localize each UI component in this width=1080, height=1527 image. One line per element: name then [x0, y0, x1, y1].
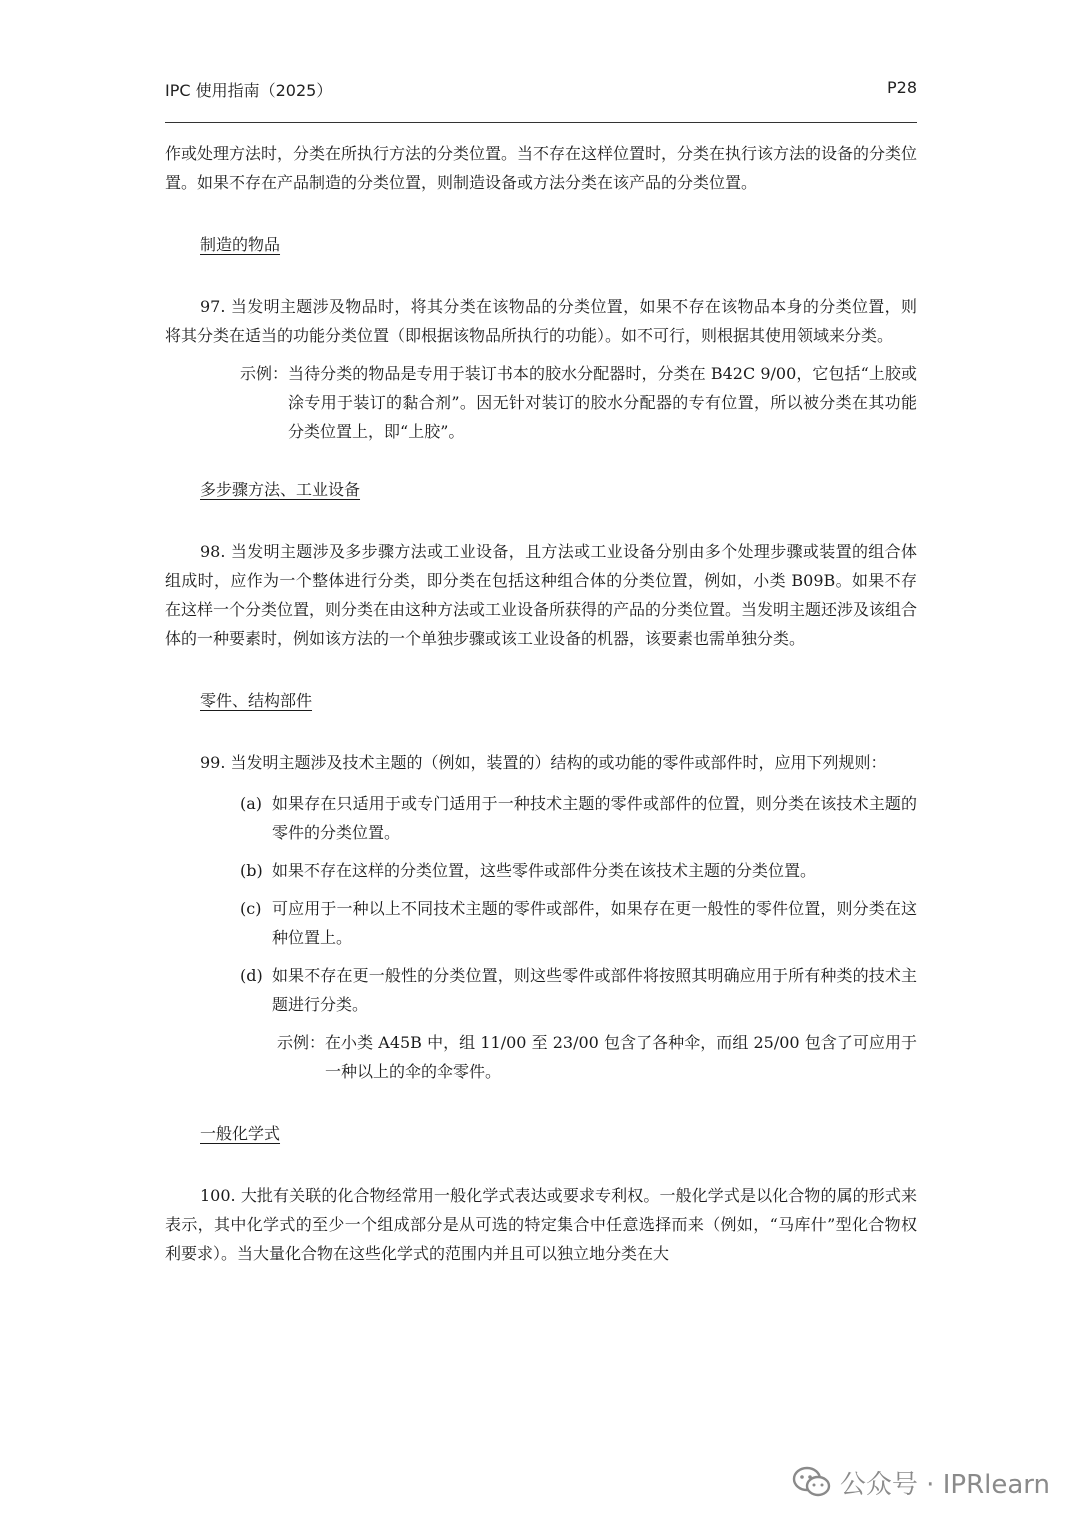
page-number: P28	[886, 78, 917, 97]
item-text: 如果不存在这样的分类位置，这些零件或部件分类在该技术主题的分类位置。	[272, 861, 817, 880]
document-body	[165, 139, 917, 1268]
rule-item-c	[240, 894, 917, 952]
rule-item-b	[240, 856, 917, 885]
paragraph-100: 100. 大批有关联的化合物经常用一般化学式表达或要求专利权。一般化学式是以化合物的属的形式来表示，其中化学式的至少一个组成部分是从可选的特定集合中任意选择而来（例如，“马库什”型化合物权利要求）。当大量化合物在这些化学式的范围内并且可以独立地分类在大	[165, 1186, 917, 1263]
paragraph-98: 98. 当发明主题涉及多步骤方法或工业设备，且方法或工业设备分别由多个处理步骤或装置的组合体组成时，应作为一个整体进行分类，即分类在包括这种组合体的分类位置，例如，小类 B09B。如果不存在这样一个分类位置，则分类在由这种方法或工业设备所获得的产品的分类位置。当发明主题还涉及该组合体的一种要素时，例如该方法的一个单独步骤或该工业设备的机器，该要素也需单独分类。	[165, 542, 918, 648]
item-marker: (c)	[240, 899, 262, 918]
wechat-icon	[792, 1466, 832, 1498]
paragraph-99: 99. 当发明主题涉及技术主题的（例如，装置的）结构的或功能的零件或部件时，应用下列规则：	[200, 753, 887, 772]
example-label: 示例：	[277, 1033, 326, 1052]
header-rule	[165, 122, 917, 123]
item-marker: (a)	[240, 794, 263, 813]
item-marker: (d)	[240, 966, 263, 985]
item-text: 可应用于一种以上不同技术主题的零件或部件，如果存在更一般性的零件位置，则分类在这种位置上。	[272, 899, 917, 947]
paragraph-continuation: 作或处理方法时，分类在所执行方法的分类位置。当不存在这样位置时，分类在执行该方法的设备的分类位置。如果不存在产品制造的分类位置，则制造设备或方法分类在该产品的分类位置。	[165, 144, 918, 192]
section-heading-general-formulae: 一般化学式	[200, 1124, 281, 1143]
item-marker: (b)	[240, 861, 263, 880]
example-97	[240, 359, 917, 446]
paragraph-97: 97. 当发明主题涉及物品时，将其分类在该物品的分类位置，如果不存在该物品本身的分类位置，则将其分类在适当的功能分类位置（即根据该物品所执行的功能）。如不可行，则根据其使用领域来分类。	[165, 297, 917, 345]
example-text: 当待分类的物品是专用于装订书本的胶水分配器时，分类在 B42C 9/00，它包括“上胶或涂专用于装订的黏合剂”。因无针对装订的胶水分配器的专有位置，所以被分类在其功能分类位置上，即“上胶”。	[288, 364, 917, 441]
wechat-watermark	[792, 1462, 1050, 1502]
page-header	[165, 78, 917, 106]
item-text: 如果不存在更一般性的分类位置，则这些零件或部件将按照其明确应用于所有种类的技术主题进行分类。	[272, 966, 917, 1014]
section-heading-parts: 零件、结构部件	[200, 691, 313, 710]
section-heading-multistep-processes: 多步骤方法、工业设备	[200, 480, 361, 499]
header-title: IPC 使用指南（2025）	[165, 81, 333, 100]
example-label: 示例：	[240, 364, 289, 383]
section-heading-manufactured-articles: 制造的物品	[200, 235, 281, 254]
example-text: 在小类 A45B 中，组 11/00 至 23/00 包含了各种伞，而组 25/00 包含了可应用于一种以上的伞的伞零件。	[325, 1033, 917, 1081]
item-text: 如果存在只适用于或专门适用于一种技术主题的零件或部件的位置，则分类在该技术主题的零件的分类位置。	[272, 794, 917, 842]
watermark-text: 公众号 · IPRlearn	[839, 1469, 1050, 1500]
rule-item-d	[240, 961, 917, 1019]
example-99	[277, 1028, 917, 1086]
rule-item-a	[240, 789, 917, 847]
